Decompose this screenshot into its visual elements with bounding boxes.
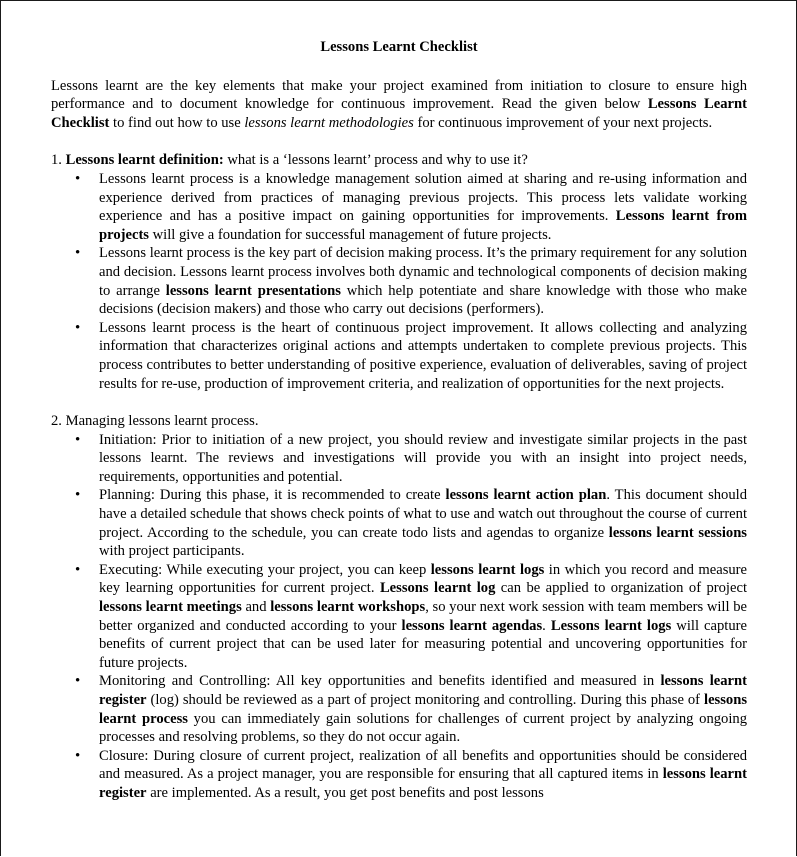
text-run: what is a ‘lessons learnt’ process and why to use it?: [223, 152, 528, 169]
text-run: you can immediately gain solutions for challenges of current project by analyzing ongoing processes and resolving problems, so they do not occur again.: [99, 710, 747, 746]
text-run: Closure: During closure of current project, realization of all benefits and opportunities should be considered and measured. As a project manager, you are responsible for ensuring that all captured items in: [99, 747, 747, 783]
list-item: [51, 244, 747, 318]
bold-text: lessons learnt sessions: [608, 524, 747, 541]
text-run: . This document should have a detailed schedule that shows check points of what to use and watch out throughout the course of current project. According to the schedule, you can create todo lists and agendas to organize: [99, 487, 748, 541]
list-item: [51, 747, 747, 803]
italic-text: lessons learnt methodologies: [244, 114, 414, 131]
bold-text: lessons learnt logs: [430, 561, 545, 578]
text-run: to find out how to use: [109, 114, 245, 131]
bold-text: Lessons learnt logs: [550, 617, 672, 634]
section-2-heading: [51, 412, 747, 431]
bold-text: lessons learnt meetings: [99, 599, 242, 616]
bold-text: Lessons learnt from projects: [99, 208, 747, 243]
text-run: Monitoring and Controlling: All key opportunities and benefits identified and measured in: [99, 673, 661, 690]
text-run: which help potentiate and share knowledge with those who make decisions (decision makers) and those who carry out decisions (performers).: [99, 282, 747, 318]
list-item: [51, 319, 747, 393]
text-run: are implemented. As a result, you get post benefits and post lessons: [146, 784, 544, 801]
text-run: and: [241, 599, 271, 616]
bold-text: lessons learnt register: [99, 673, 747, 708]
bold-text: lessons learnt agendas: [401, 617, 543, 634]
text-run: 2. Managing lessons learnt process.: [51, 413, 259, 430]
text-run: 1.: [51, 152, 66, 169]
text-run: (log) should be reviewed as a part of project monitoring and controlling. During this phase of: [146, 692, 705, 708]
text-run: with project participants.: [99, 543, 245, 560]
document-page: [51, 38, 747, 822]
text-run: will give a foundation for successful management of future projects.: [148, 226, 552, 243]
text-run: Initiation: Prior to initiation of a new project, you should review and investigate similar projects in the past lessons learnt. The reviews and investigations will provide you with an insight into project needs, requirements, opportunities and potential.: [99, 431, 747, 485]
text-run: Planning: During this phase, it is recommended to create: [99, 487, 446, 504]
text-run: Lessons learnt process is a knowledge management solution aimed at sharing and re-using information and experience derived from practices of managing previous projects. This process lets validate working experience and has a positive impact on gaining opportunities for improvements.: [99, 170, 747, 225]
bold-text: lessons learnt workshops: [270, 599, 426, 616]
text-run: .: [542, 617, 551, 634]
bold-text: lessons learnt register: [99, 766, 747, 801]
text-run: Lessons learnt are the key elements that make your project examined from initiation to closure to ensure high performance and to document knowledge for continuous improvement. Read the given below: [51, 77, 747, 113]
list-item: [51, 561, 747, 673]
text-run: can be applied to organization of project: [495, 580, 747, 597]
section-1-list: [51, 170, 747, 393]
list-item: [51, 486, 747, 560]
document-title: Lessons Learnt Checklist: [320, 39, 478, 55]
text-run: will capture benefits of current project that can be used later for measuring potential and uncovering opportunities for future projects.: [99, 617, 747, 671]
bold-text: lessons learnt action plan: [445, 487, 607, 504]
section-2-list: [51, 431, 747, 803]
list-item: [51, 672, 747, 746]
bold-text: Lessons learnt log: [379, 580, 496, 597]
text-run: Lessons learnt process is the heart of continuous project improvement. It allows collecting and analyzing information that characterizes original actions and attempts undertaken to complete previous projects. This process contributes to better understanding of positive experience, evaluation of deliverables, saving of project results for re-use, production of improvement criteria, and realization of opportunities for the next projects.: [99, 319, 747, 392]
text-run: Executing: While executing your project, you can keep: [99, 561, 431, 578]
bold-text: lessons learnt process: [99, 692, 747, 727]
text-run: in which you record and measure key learning opportunities for current project.: [99, 561, 748, 597]
intro-paragraph: [51, 77, 747, 133]
bold-text: lessons learnt presentations: [165, 282, 341, 299]
list-item: [51, 170, 747, 244]
text-run: , so your next work session with team members will be better organized and conducted according to your: [99, 599, 747, 634]
text-run: for continuous improvement of your next projects.: [413, 114, 713, 131]
text-run: Lessons learnt process is the key part of decision making process. It’s the primary requirement for any solution and decision. Lessons learnt process involves both dynamic and technological components of decision making to arrange: [99, 245, 747, 299]
section-1-heading: [51, 151, 747, 170]
bold-text: Lessons Learnt Checklist: [51, 96, 747, 131]
list-item: [51, 431, 747, 487]
bold-text: Lessons learnt definition:: [65, 152, 224, 169]
